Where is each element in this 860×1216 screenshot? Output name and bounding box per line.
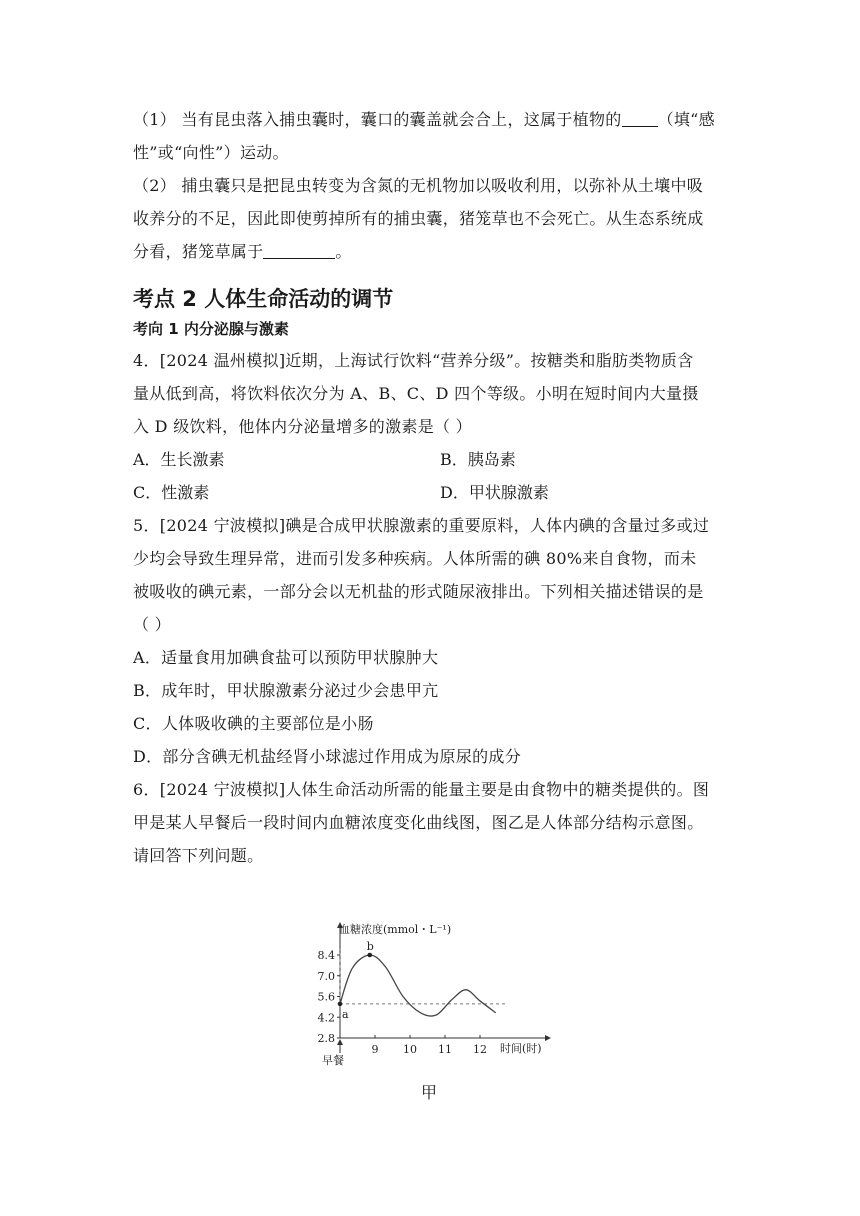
y-tick-label: 2.8: [317, 1032, 335, 1045]
question-6: [133, 773, 733, 872]
x-start-label: 早餐: [322, 1054, 344, 1067]
y-tick-label: 4.2: [317, 1011, 335, 1025]
x-tick-label: 12: [473, 1043, 487, 1056]
answer-blank[interactable]: [622, 108, 658, 127]
section-subtitle: 考向 1 内分泌腺与激素: [133, 320, 289, 338]
q3-subquestions: [133, 103, 733, 268]
glucose-curve: [340, 955, 496, 1016]
blood-glucose-chart: [300, 915, 560, 1070]
y-tick-label: 5.6: [317, 990, 335, 1004]
q4-option-a[interactable]: A．生长激素: [133, 450, 225, 469]
q3-sub1-line1: （1） 当有昆虫落入捕虫囊时，囊口的囊盖就会合上，这属于植物的 （填“感: [133, 110, 715, 129]
q4-line2: 量从低到高，将饮料依次分为 A、B、C、D 四个等级。小明在短时间内大量摄: [133, 384, 699, 403]
q5-line3: 被吸收的碘元素，一部分会以无机盐的形式随尿液排出。下列相关描述错误的是: [133, 582, 704, 601]
x-tick-label: 11: [438, 1043, 452, 1056]
q6-line1: 6．[2024 宁波模拟]人体生命活动所需的能量主要是由食物中的糖类提供的。图: [133, 780, 710, 799]
question-4: [133, 344, 733, 443]
y-axis-label: 血糖浓度(mmol・L⁻¹): [339, 923, 452, 936]
q4-option-c[interactable]: C．性激素: [133, 483, 210, 502]
question-5: [133, 509, 733, 773]
q6-line2: 甲是某人早餐后一段时间内血糖浓度变化曲线图，图乙是人体部分结构示意图。: [133, 813, 704, 832]
q3-sub2-line2: 收养分的不足，因此即使剪掉所有的捕虫囊，猪笼草也不会死亡。从生态系统成: [133, 209, 704, 228]
q5-option-b[interactable]: B．成年时，甲状腺激素分泌过少会患甲亢: [133, 681, 439, 700]
x-tick-label: 10: [403, 1043, 417, 1056]
q4-line3: 入 D 级饮料，他体内分泌量增多的激素是（ ）: [133, 417, 472, 436]
q6-line3: 请回答下列问题。: [133, 846, 264, 865]
q3-sub1-line2: 性”或“向性”）运动。: [133, 143, 289, 162]
q5-line4: （ ）: [133, 615, 171, 634]
point-label-b: b: [366, 940, 374, 953]
answer-blank[interactable]: [263, 240, 335, 259]
q5-option-d[interactable]: D．部分含碘无机盐经肾小球滤过作用成为原尿的成分: [133, 747, 522, 766]
q4-option-b[interactable]: B．胰岛素: [440, 450, 516, 469]
point-label-a: a: [342, 1007, 349, 1021]
q5-option-c[interactable]: C．人体吸收碘的主要部位是小肠: [133, 714, 374, 733]
point-a: [338, 1002, 343, 1007]
point-b: [367, 953, 372, 958]
q3-sub2-line3: 分看，猪笼草属于 。: [133, 242, 352, 261]
x-axis-label: 时间(时): [500, 1042, 542, 1055]
section-title: 考点 2 人体生命活动的调节: [133, 287, 394, 311]
x-tick-label: 9: [371, 1043, 379, 1056]
q4-option-d[interactable]: D．甲状腺激素: [440, 483, 549, 502]
q5-option-a[interactable]: A．适量食用加碘食盐可以预防甲状腺肿大: [133, 648, 439, 667]
q3-sub2-line1: （2） 捕虫囊只是把昆虫转变为含氮的无机物加以吸收利用，以弥补从土壤中吸: [133, 176, 704, 195]
q5-line1: 5．[2024 宁波模拟]碘是合成甲状腺激素的重要原料，人体内碘的含量过多或过: [133, 516, 710, 535]
y-tick-label: 8.4: [317, 949, 335, 962]
figure-caption: 甲: [421, 1083, 438, 1102]
q5-line2: 少均会导致生理异常，进而引发多种疾病。人体所需的碘 80%来自食物，而未: [133, 549, 697, 568]
y-tick-label: 7.0: [317, 969, 335, 983]
q4-line1: 4．[2024 温州模拟]近期，上海试行饮料“营养分级”。按糖类和脂肪类物质含: [133, 351, 694, 370]
